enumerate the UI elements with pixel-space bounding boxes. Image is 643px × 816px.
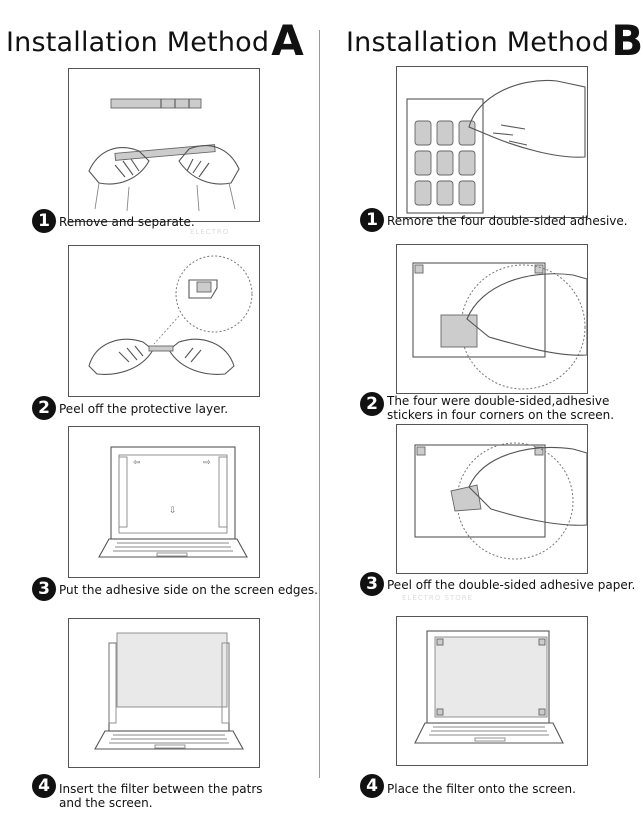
step-number-badge: 3 [32, 577, 56, 601]
method-b-step-4 [360, 774, 576, 798]
place-filter-drawing [397, 617, 587, 765]
method-b-step-3 [360, 572, 635, 596]
step-number-badge: 1 [360, 208, 384, 232]
method-a-letter: A [271, 16, 304, 65]
screen-outline-icon [415, 445, 545, 537]
step-caption: Remore the four double-sided adhesive. [387, 214, 628, 228]
peel-protective-layer-drawing [69, 246, 259, 396]
right-hand-icon [169, 339, 234, 374]
privacy-filter-icon [435, 637, 547, 717]
left-hand-icon [89, 339, 153, 374]
method-a-title [6, 12, 304, 65]
step-caption: Insert the filter between the patrs and the screen. [59, 782, 263, 810]
zoom-circle-icon [461, 265, 585, 389]
separate-strips-drawing [69, 69, 259, 221]
step-number-badge: 4 [32, 774, 56, 798]
peel-adhesive-paper-drawing [397, 425, 587, 573]
step-caption: Remove and separate. [59, 215, 195, 229]
watermark-text: ELECTRO [190, 228, 230, 236]
stick-corners-drawing [397, 245, 587, 393]
step-number-badge: 4 [360, 774, 384, 798]
method-b-step-3-illustration [396, 424, 588, 574]
method-b-title-text: Installation Method [346, 27, 610, 58]
step-caption: Peel off the double-sided adhesive paper. [387, 578, 636, 592]
step-caption: The four were double-sided,adhesive stickers in four corners on the screen. [387, 394, 615, 422]
method-a-step-1-illustration [68, 68, 260, 222]
svg-text:⇨: ⇨ [203, 458, 211, 468]
step-caption: Peel off the protective layer. [59, 402, 229, 416]
method-b-step-2 [360, 392, 614, 422]
laptop-keyboard-icon [99, 539, 247, 557]
svg-text:⇩: ⇩ [169, 506, 177, 516]
method-a-step-2 [32, 396, 228, 420]
step-caption: Put the adhesive side on the screen edges. [59, 583, 318, 597]
step-caption: Place the filter onto the screen. [387, 782, 576, 796]
privacy-filter-icon [117, 633, 227, 707]
method-a-step-4-illustration [68, 618, 260, 768]
step-number-badge: 2 [360, 392, 384, 416]
method-a-step-3-illustration [68, 426, 260, 578]
hand-icon [467, 274, 587, 355]
method-b-step-1 [360, 208, 628, 232]
step-number-badge: 3 [360, 572, 384, 596]
method-b-step-1-illustration [396, 66, 588, 218]
svg-text:⇦: ⇦ [133, 458, 141, 468]
method-a-step-2-illustration [68, 245, 260, 397]
laptop-screen-icon [111, 447, 235, 539]
hand-icon [469, 448, 587, 526]
step-number-badge: 1 [32, 209, 56, 233]
watermark-text: ELECTRO STORE [402, 594, 474, 602]
insert-filter-drawing [69, 619, 259, 767]
adhesive-sheet-drawing [397, 67, 587, 217]
method-a-step-1 [32, 209, 195, 233]
method-b-title [346, 12, 643, 65]
method-a-title-text: Installation Method [6, 27, 270, 58]
method-a-step-3 [32, 577, 318, 601]
laptop-adhesive-drawing [69, 427, 259, 577]
laptop-keyboard-icon [415, 723, 563, 743]
adhesive-strip-icon [111, 99, 201, 108]
laptop-keyboard-icon [95, 731, 243, 749]
method-a-step-4 [32, 774, 263, 810]
method-b-step-2-illustration [396, 244, 588, 394]
method-b-letter: B [611, 16, 643, 65]
step-number-badge: 2 [32, 396, 56, 420]
method-b-step-4-illustration [396, 616, 588, 766]
hand-icon [469, 80, 585, 157]
column-divider [319, 30, 320, 778]
